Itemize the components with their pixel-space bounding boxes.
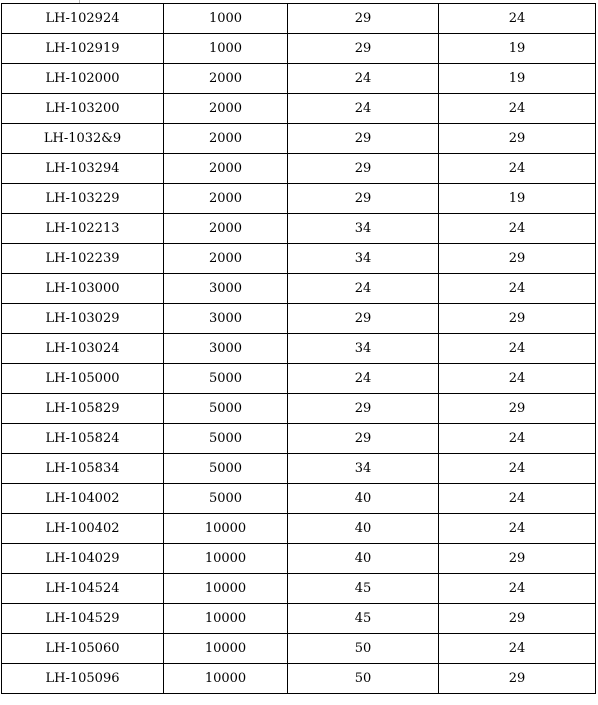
dimension-b-cell: 19	[439, 34, 596, 64]
dimension-a-cell: 29	[288, 34, 439, 64]
model-cell: LH-104029	[2, 544, 164, 574]
dimension-b-cell: 24	[439, 574, 596, 604]
table-row	[2, 424, 596, 454]
dimension-b-cell: 24	[439, 514, 596, 544]
dimension-b-cell: 29	[439, 304, 596, 334]
capacity-cell: 2000	[164, 64, 288, 94]
model-cell: LH-102239	[2, 244, 164, 274]
table-row	[2, 574, 596, 604]
capacity-cell: 1000	[164, 4, 288, 34]
model-cell: LH-105096	[2, 664, 164, 694]
capacity-cell: 10000	[164, 544, 288, 574]
capacity-cell: 5000	[164, 424, 288, 454]
capacity-cell: 5000	[164, 394, 288, 424]
capacity-cell: 2000	[164, 94, 288, 124]
dimension-a-cell: 24	[288, 64, 439, 94]
table-row	[2, 124, 596, 154]
dimension-a-cell: 40	[288, 544, 439, 574]
dimension-b-cell: 24	[439, 454, 596, 484]
model-cell: LH-103024	[2, 334, 164, 364]
dimension-a-cell: 45	[288, 604, 439, 634]
dimension-a-cell: 24	[288, 274, 439, 304]
dimension-b-cell: 29	[439, 664, 596, 694]
dimension-b-cell: 24	[439, 274, 596, 304]
model-cell: LH-104002	[2, 484, 164, 514]
spec-table	[1, 3, 596, 694]
dimension-b-cell: 24	[439, 484, 596, 514]
dimension-b-cell: 24	[439, 424, 596, 454]
capacity-cell: 3000	[164, 304, 288, 334]
capacity-cell: 2000	[164, 214, 288, 244]
capacity-cell: 10000	[164, 664, 288, 694]
table-row	[2, 244, 596, 274]
dimension-b-cell: 19	[439, 64, 596, 94]
model-cell: LH-105834	[2, 454, 164, 484]
model-cell: LH-105060	[2, 634, 164, 664]
dimension-a-cell: 40	[288, 514, 439, 544]
capacity-cell: 10000	[164, 514, 288, 544]
dimension-b-cell: 24	[439, 364, 596, 394]
table-row	[2, 154, 596, 184]
dimension-b-cell: 29	[439, 124, 596, 154]
dimension-b-cell: 29	[439, 394, 596, 424]
capacity-cell: 10000	[164, 634, 288, 664]
dimension-a-cell: 34	[288, 214, 439, 244]
dimension-b-cell: 24	[439, 214, 596, 244]
model-cell: LH-105824	[2, 424, 164, 454]
table-row	[2, 664, 596, 694]
model-cell: LH-100402	[2, 514, 164, 544]
table-row	[2, 364, 596, 394]
table-row	[2, 484, 596, 514]
capacity-cell: 5000	[164, 364, 288, 394]
table-row	[2, 334, 596, 364]
capacity-cell: 5000	[164, 484, 288, 514]
capacity-cell: 2000	[164, 124, 288, 154]
dimension-a-cell: 29	[288, 124, 439, 154]
table-row	[2, 34, 596, 64]
table-row	[2, 274, 596, 304]
capacity-cell: 10000	[164, 574, 288, 604]
dimension-a-cell: 29	[288, 304, 439, 334]
dimension-a-cell: 45	[288, 574, 439, 604]
model-cell: LH-102213	[2, 214, 164, 244]
dimension-b-cell: 24	[439, 634, 596, 664]
dimension-a-cell: 50	[288, 664, 439, 694]
model-cell: LH-105000	[2, 364, 164, 394]
dimension-a-cell: 34	[288, 334, 439, 364]
dimension-b-cell: 29	[439, 604, 596, 634]
model-cell: LH-104529	[2, 604, 164, 634]
table-row	[2, 604, 596, 634]
dimension-a-cell: 29	[288, 4, 439, 34]
capacity-cell: 3000	[164, 274, 288, 304]
table-row	[2, 394, 596, 424]
table-row	[2, 64, 596, 94]
model-cell: LH-103294	[2, 154, 164, 184]
table-row	[2, 94, 596, 124]
table-row	[2, 544, 596, 574]
capacity-cell: 10000	[164, 604, 288, 634]
dimension-b-cell: 19	[439, 184, 596, 214]
dimension-a-cell: 24	[288, 94, 439, 124]
dimension-a-cell: 29	[288, 154, 439, 184]
dimension-a-cell: 34	[288, 244, 439, 274]
table-row	[2, 634, 596, 664]
dimension-a-cell: 34	[288, 454, 439, 484]
dimension-b-cell: 24	[439, 334, 596, 364]
capacity-cell: 2000	[164, 154, 288, 184]
model-cell: LH-102000	[2, 64, 164, 94]
dimension-a-cell: 29	[288, 424, 439, 454]
dimension-b-cell: 24	[439, 94, 596, 124]
model-cell: LH-103000	[2, 274, 164, 304]
spec-table-body	[2, 4, 596, 694]
model-cell: LH-104524	[2, 574, 164, 604]
dimension-a-cell: 50	[288, 634, 439, 664]
model-cell: LH-103229	[2, 184, 164, 214]
capacity-cell: 2000	[164, 244, 288, 274]
model-cell: LH-1032&9	[2, 124, 164, 154]
model-cell: LH-102924	[2, 4, 164, 34]
capacity-cell: 5000	[164, 454, 288, 484]
dimension-b-cell: 29	[439, 544, 596, 574]
dimension-b-cell: 29	[439, 244, 596, 274]
table-row	[2, 184, 596, 214]
capacity-cell: 1000	[164, 34, 288, 64]
dimension-a-cell: 29	[288, 394, 439, 424]
dimension-b-cell: 24	[439, 4, 596, 34]
table-row	[2, 514, 596, 544]
dimension-a-cell: 29	[288, 184, 439, 214]
capacity-cell: 3000	[164, 334, 288, 364]
model-cell: LH-102919	[2, 34, 164, 64]
model-cell: LH-103029	[2, 304, 164, 334]
capacity-cell: 2000	[164, 184, 288, 214]
table-row	[2, 454, 596, 484]
model-cell: LH-105829	[2, 394, 164, 424]
dimension-b-cell: 24	[439, 154, 596, 184]
dimension-a-cell: 40	[288, 484, 439, 514]
model-cell: LH-103200	[2, 94, 164, 124]
dimension-a-cell: 24	[288, 364, 439, 394]
table-row	[2, 4, 596, 34]
table-row	[2, 304, 596, 334]
table-row	[2, 214, 596, 244]
